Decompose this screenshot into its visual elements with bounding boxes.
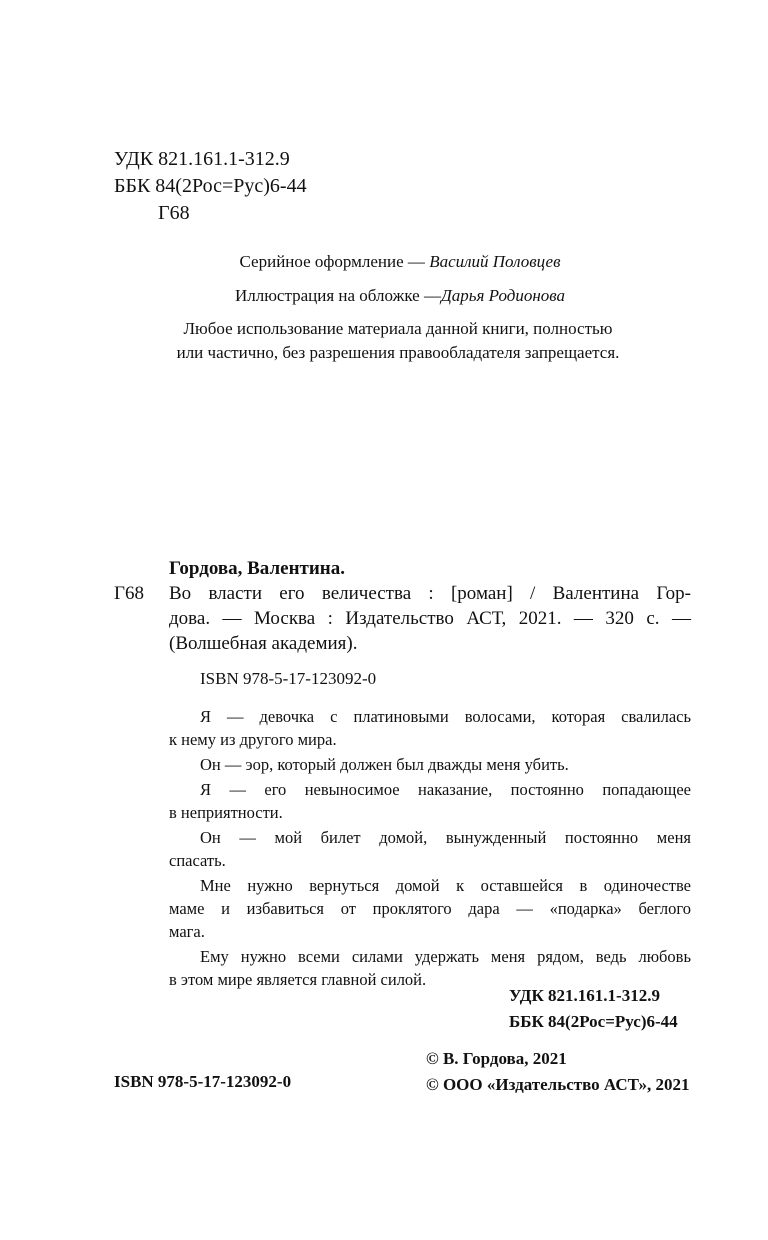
copyright-block [426,1046,690,1098]
annotation-paragraph [169,826,691,872]
notice-line-1: Любое использование материала данной книги, полностью [183,319,613,338]
series-design-name: Василий Половцев [429,252,561,271]
footer-bbk-code: ББК 84(2Рос=Рус)6-44 [509,1012,678,1031]
annotation-line: мага. [169,922,205,941]
annotation-paragraph [169,874,691,943]
cover-illustration-name: Дарья Родионова [440,286,566,305]
annotation-line: спасать. [169,851,226,870]
annotation-paragraph [169,753,691,776]
footer-isbn: ISBN 978-5-17-123092-0 [114,1072,292,1091]
series-design-credit [0,252,768,272]
annotation-line: Ему нужно всеми силами удержать меня рядом, ведь любовь [200,947,691,966]
series-design-label: Серийное оформление — [239,252,430,271]
description-line-1: Во власти его величества : [роман] / Валентина Гор- [169,583,691,604]
annotation-line: Я — его невыносимое наказание, постоянно попадающее [200,780,691,799]
description-line-3: (Волшебная академия). [169,633,358,654]
annotation [169,705,691,993]
copyright-author: © В. Гордова, 2021 [426,1049,567,1068]
author-mark: Г68 [158,202,190,224]
bibliographic-description [169,581,691,656]
annotation-line: маме и избавиться от проклятого дара — «подарка» беглого [169,899,691,918]
description-line-2: дова. — Москва : Издательство АСТ, 2021. — 320 с. — [169,608,691,629]
cover-illustration-label: Иллюстрация на обложке — [234,286,441,305]
annotation-line: Я — девочка с платиновыми волосами, которая свалилась [200,707,691,726]
annotation-line: в неприятности. [169,803,283,822]
annotation-line: Он — мой билет домой, вынужденный постоянно меня [200,828,691,847]
udk-code: УДК 821.161.1-312.9 [114,148,290,170]
record-author: Гордова, Валентина. [169,558,345,579]
annotation-line: к нему из другого мира. [169,730,337,749]
footer-classification-codes [509,983,678,1035]
notice-line-2: или частично, без разрешения правообладателя запрещается. [176,343,620,362]
bbk-code: ББК 84(2Рос=Рус)6-44 [114,175,307,197]
copyright-notice [0,317,768,365]
record-author-mark: Г68 [114,583,144,604]
annotation-paragraph [169,705,691,751]
classification-codes [114,146,307,227]
footer-udk-code: УДК 821.161.1-312.9 [509,986,660,1005]
annotation-paragraph [169,778,691,824]
cover-illustration-credit [0,286,768,306]
copyright-publisher: © ООО «Издательство АСТ», 2021 [426,1075,690,1094]
annotation-line: Мне нужно вернуться домой к оставшейся в одиночестве [200,876,691,895]
annotation-line: в этом мире является главной силой. [169,970,427,989]
annotation-line: Он — эор, который должен был дважды меня убить. [200,755,569,774]
record-isbn: ISBN 978-5-17-123092-0 [200,669,377,688]
